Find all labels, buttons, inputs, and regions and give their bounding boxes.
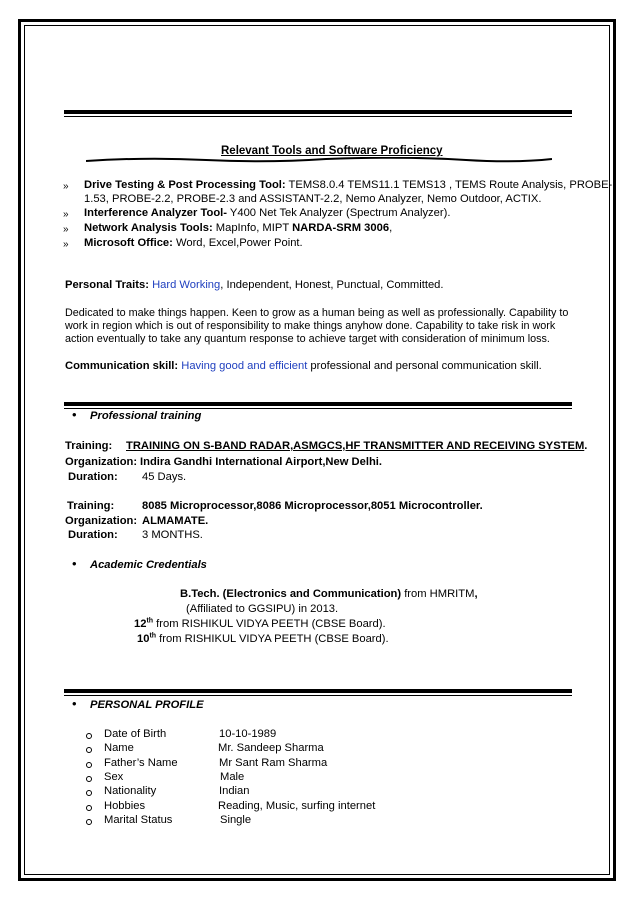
divider-thin <box>64 408 572 409</box>
communication-skill: Communication skill: Having good and efficient professional and personal communication skill. <box>65 360 542 372</box>
bullet-icon: • <box>72 696 77 711</box>
profile-label: Name <box>104 742 134 754</box>
degree-line: B.Tech. (Electronics and Communication) from HMRITM, <box>180 588 478 600</box>
training-heading: Professional training <box>90 410 202 422</box>
organization-label: Organization: <box>65 456 138 468</box>
divider-thick <box>64 110 572 114</box>
bullet-icon: • <box>72 556 77 571</box>
tools-item-drive-testing-cont: 1.53, PROBE-2.2, PROBE-2.3 and ASSISTANT-2.2, Nemo Analyzer, Nemo Outdoor, ACTIX. <box>84 193 542 205</box>
profile-label: Marital Status <box>104 814 173 826</box>
circle-bullet-icon <box>86 805 92 811</box>
duration-value: 45 Days. <box>142 471 187 483</box>
duration-value: 3 MONTHS. <box>142 529 203 541</box>
circle-bullet-icon <box>86 776 92 782</box>
tools-item-office: Microsoft Office: Word, Excel,Power Point. <box>84 237 303 249</box>
tenth-line: 10th from RISHIKUL VIDYA PEETH (CBSE Board). <box>137 632 389 645</box>
profile-value: Indian <box>219 785 250 797</box>
tools-item-network: Network Analysis Tools: MapInfo, MIPT NARDA-SRM 3006, <box>84 222 393 234</box>
tools-heading: Relevant Tools and Software Proficiency <box>221 145 443 157</box>
profile-value: Mr Sant Ram Sharma <box>219 757 328 769</box>
circle-bullet-icon <box>86 733 92 739</box>
summary-line: Dedicated to make things happen. Keen to grow as a human being as well as professionally. Capability to <box>65 307 569 319</box>
chevron-bullet-icon: » <box>63 239 69 250</box>
circle-bullet-icon <box>86 790 92 796</box>
divider-thin <box>64 116 572 117</box>
duration-label: Duration: <box>68 529 118 541</box>
divider-thin <box>64 695 572 696</box>
profile-label: Father’s Name <box>104 757 178 769</box>
academic-heading: Academic Credentials <box>90 559 207 571</box>
training-label: Training: <box>65 440 113 452</box>
twelfth-line: 12th from RISHIKUL VIDYA PEETH (CBSE Board). <box>134 617 386 630</box>
circle-bullet-icon <box>86 819 92 825</box>
circle-bullet-icon <box>86 762 92 768</box>
profile-label: Nationality <box>104 785 157 797</box>
duration-label: Duration: <box>68 471 118 483</box>
profile-label: Sex <box>104 771 124 783</box>
chevron-bullet-icon: » <box>63 181 69 192</box>
training-title: TRAINING ON S-BAND RADAR,ASMGCS,HF TRANSMITTER AND RECEIVING SYSTEM. <box>126 440 588 452</box>
heading-underline-decoration <box>86 157 552 163</box>
organization-value: ALMAMATE. <box>142 515 209 527</box>
profile-label: Date of Birth <box>104 728 167 740</box>
profile-value: 10-10-1989 <box>219 728 277 740</box>
chevron-bullet-icon: » <box>63 209 69 220</box>
divider-thick <box>64 689 572 693</box>
organization-value: Indira Gandhi International Airport,New Delhi. <box>140 456 383 468</box>
profile-value: Reading, Music, surfing internet <box>218 800 376 812</box>
training-title: 8085 Microprocessor,8086 Microprocessor,8051 Microcontroller. <box>142 500 483 512</box>
summary-line: work in region which is out of responsibility to make things anyhow done. Capability to take risk in work <box>65 320 556 332</box>
circle-bullet-icon <box>86 747 92 753</box>
profile-heading: PERSONAL PROFILE <box>90 699 204 711</box>
organization-label: Organization: <box>65 515 138 527</box>
bullet-icon: • <box>72 407 77 422</box>
profile-label: Hobbies <box>104 800 146 812</box>
tools-item-interference: Interference Analyzer Tool- Y400 Net Tek Analyzer (Spectrum Analyzer). <box>84 207 451 219</box>
summary-line: action eventually to take any quantum response to achieve target with consideration of minimum loss. <box>65 333 550 345</box>
training-label: Training: <box>67 500 115 512</box>
chevron-bullet-icon: » <box>63 224 69 235</box>
personal-traits: Personal Traits: Hard Working, Independent, Honest, Punctual, Committed. <box>65 279 444 291</box>
profile-value: Single <box>220 814 252 826</box>
affiliation-line: (Affiliated to GGSIPU) in 2013. <box>186 603 339 615</box>
tools-item-drive-testing: Drive Testing & Post Processing Tool: TEMS8.0.4 TEMS11.1 TEMS13 , TEMS Route Analysis, PROBE- <box>84 179 613 191</box>
profile-value: Mr. Sandeep Sharma <box>218 742 324 754</box>
profile-value: Male <box>220 771 245 783</box>
divider-thick <box>64 402 572 406</box>
